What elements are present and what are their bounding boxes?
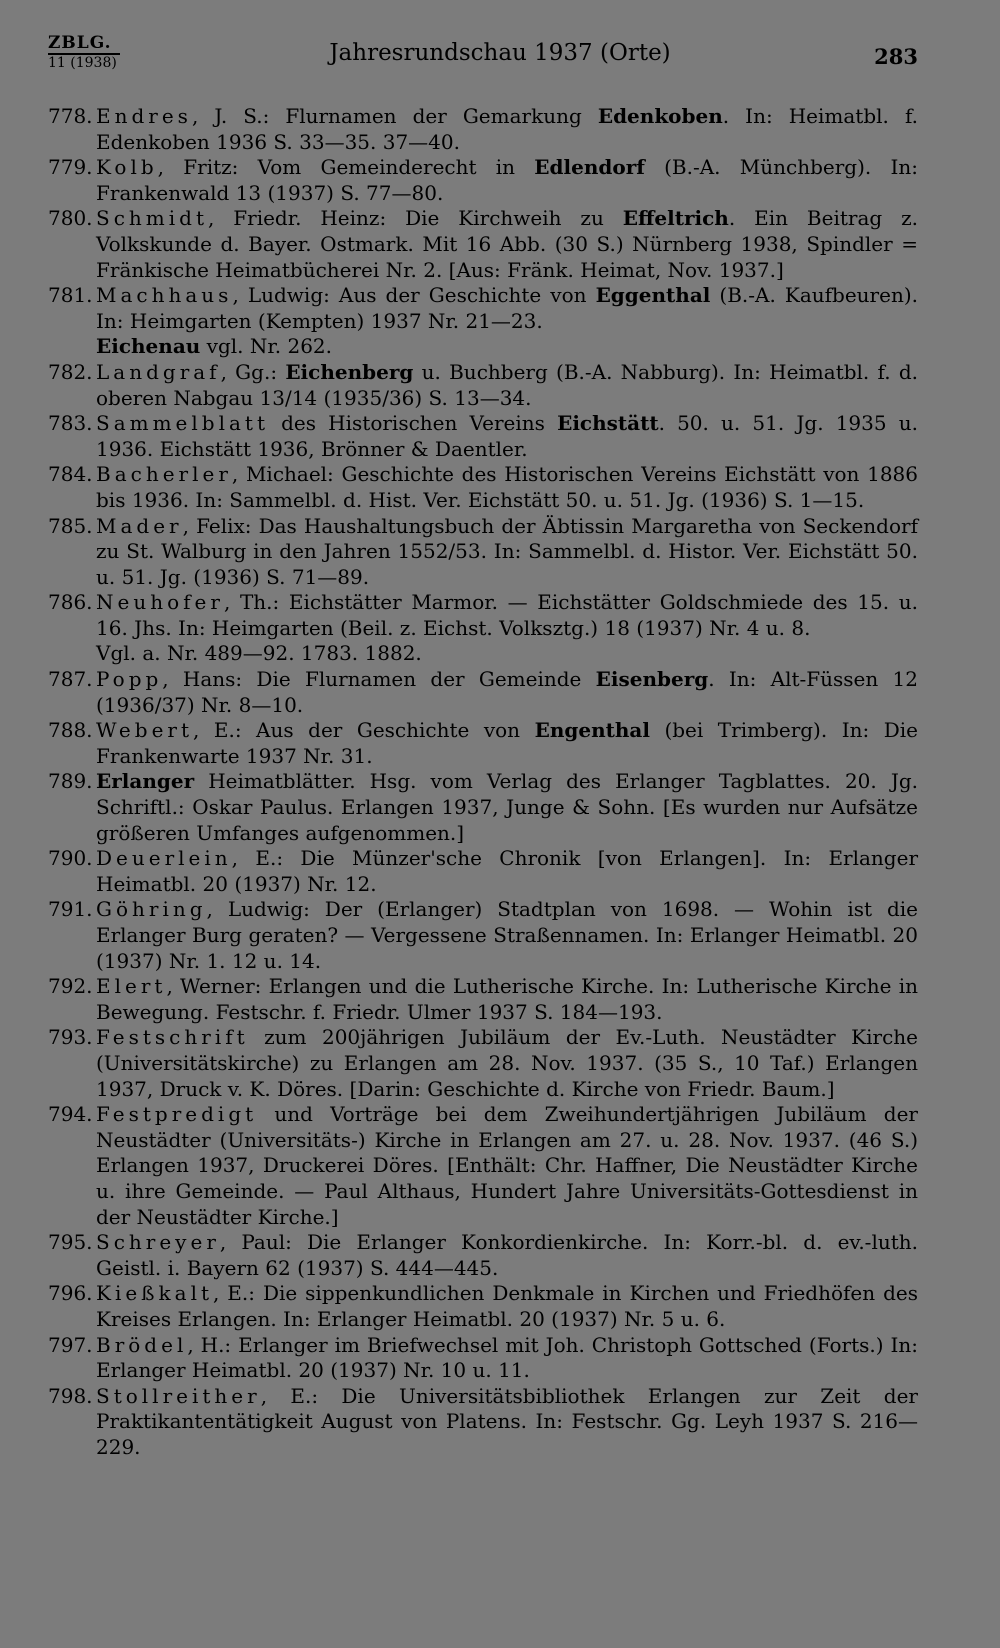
entry-author: Deuerlein	[96, 846, 232, 871]
entry-text	[96, 718, 918, 769]
entry-body: , Werner: Erlangen und die Lutherische Kirche. In: Lutherische Kirche in Bewegung. Festschr. f. Friedr. Ulmer 1937 S. 184—193.	[96, 974, 918, 1024]
bibliography-entry	[48, 769, 918, 846]
entry-body: , E.: Die Universitätsbibliothek Erlangen zur Zeit der Praktikantentätigkeit August von Platens. In: Festschr. Gg. Leyh 1937 S. 216—229.	[96, 1383, 918, 1459]
bibliography-entry	[48, 514, 918, 591]
cross-reference: Vgl. a. Nr. 489—92. 1783. 1882.	[96, 641, 422, 666]
entry-place: Effeltrich	[622, 206, 729, 231]
entry-author: Kolb	[96, 155, 158, 180]
entry-text	[96, 104, 918, 155]
bibliography-entry	[48, 1333, 918, 1384]
entry-text	[96, 897, 918, 974]
entry-author: Göhring	[96, 897, 207, 922]
bibliography-entry	[48, 360, 918, 411]
entry-number: 781.	[48, 283, 93, 308]
entry-body: , Paul: Die Erlanger Konkordienkirche. In: Korr.-bl. d. ev.-luth. Geistl. i. Bayern 62 (1937) S. 444—445.	[96, 1230, 918, 1280]
entry-number: 793.	[48, 1025, 93, 1050]
entry-place: Eichstätt	[557, 411, 659, 436]
entry-text	[96, 667, 918, 718]
entry-number: 798.	[48, 1383, 93, 1408]
entry-body: , Felix: Das Haushaltungsbuch der Äbtissin Margaretha von Seckendorf zu St. Walburg in den Jahren 1552/53. In: Sammelbl. d. Histor. Ver. Eichstätt 50. u. 51. Jg. (1936) S. 71—89.	[96, 513, 918, 589]
entry-text	[96, 155, 918, 206]
entry-author: Webert	[96, 718, 193, 743]
entry-body: , Michael: Geschichte des Historischen Vereins Eichstätt von 1886 bis 1936. In: Sammelbl. d. Hist. Ver. Eichstätt 50. u. 51. Jg. (1936) S. 1—15.	[96, 462, 918, 512]
entry-body: des Historischen Vereins	[268, 411, 558, 436]
bibliography-entry	[48, 206, 918, 283]
entry-author: Brödel	[96, 1332, 188, 1357]
entry-body: zum 200jährigen Jubiläum der Ev.-Luth. Neustädter Kirche (Universitätskirche) zu Erlangen am 28. Nov. 1937. (35 S., 10 Taf.) Erlangen 1937, Druck v. K. Döres. [Darin: Geschichte d. Kirche von Friedr. Baum.]	[96, 1025, 918, 1101]
bibliography-entry	[48, 1230, 918, 1281]
entry-text	[96, 769, 918, 846]
entry-body: , Ludwig: Der (Erlanger) Stadtplan von 1698. — Wohin ist die Erlanger Burg geraten? — Vergessene Straßennamen. In: Erlanger Heimatbl. 20 (1937) Nr. 1. 12 u. 14.	[96, 897, 918, 973]
entry-body-rest: . Ein Beitrag z. Volkskunde d. Bayer. Ostmark. Mit 16 Abb. (30 S.) Nürnberg 1938, Spindler = Fränkische Heimatbücherei Nr. 2. [Aus: Fränk. Heimat, Nov. 1937.]	[96, 206, 918, 282]
entry-author: Stollreither	[96, 1383, 261, 1408]
entry-body-rest: (bei Trimberg). In: Die Frankenwarte 1937 Nr. 31.	[96, 718, 919, 768]
page-number: 283	[874, 44, 918, 69]
entry-body: , J. S.: Flurnamen der Gemarkung	[191, 104, 598, 128]
bibliography-entry	[48, 411, 918, 462]
entry-body-rest: (B.-A. Kaufbeuren). In: Heimgarten (Kempten) 1937 Nr. 21—23.	[96, 283, 918, 333]
entry-author: Elert	[96, 974, 167, 999]
entry-body: , Ludwig: Aus der Geschichte von	[232, 283, 596, 308]
entry-author: Bacherler	[96, 462, 232, 487]
entry-text	[96, 1281, 918, 1332]
entry-body: , E.: Die sippenkundlichen Denkmale in Kirchen und Friedhöfen des Kreises Erlangen. In: Erlanger Heimatbl. 20 (1937) Nr. 5 u. 6.	[96, 1281, 918, 1331]
bibliography-list	[48, 104, 918, 1460]
entry-text	[96, 846, 918, 897]
entry-text	[96, 360, 918, 411]
entry-number: 782.	[48, 359, 93, 384]
entry-place: Edlendorf	[534, 155, 645, 180]
bibliography-entry	[48, 846, 918, 897]
entry-author: Sammelblatt	[96, 411, 269, 436]
bibliography-entry	[48, 590, 918, 667]
entry-number: 787.	[48, 667, 93, 692]
bibliography-entry	[48, 283, 918, 360]
bibliography-entry	[48, 462, 918, 513]
entry-number: 778.	[48, 104, 93, 128]
entry-place: Engenthal	[534, 718, 650, 743]
entry-text	[96, 514, 918, 591]
bibliography-entry	[48, 1281, 918, 1332]
entry-number: 788.	[48, 718, 93, 743]
entry-text	[96, 1384, 918, 1461]
entry-place: Erlanger	[96, 769, 195, 794]
entry-text	[96, 974, 918, 1025]
entry-body: , Friedr. Heinz: Die Kirchweih zu	[207, 206, 623, 231]
entry-author: Endres	[96, 104, 192, 128]
entry-author: Festpredigt	[96, 1102, 258, 1127]
bibliography-entry	[48, 897, 918, 974]
journal-abbreviation: ZBLG.	[48, 34, 120, 55]
entry-number: 783.	[48, 411, 93, 436]
entry-place: Edenkoben	[597, 104, 723, 128]
entry-number: 791.	[48, 897, 93, 922]
entry-body-rest: . 50. u. 51. Jg. 1935 u. 1936. Eichstätt 1936, Brönner & Daentler.	[96, 411, 918, 461]
entry-number: 792.	[48, 974, 93, 999]
entry-author: Machhaus	[96, 283, 233, 308]
entry-number: 784.	[48, 462, 93, 487]
bibliography-entry	[48, 1025, 918, 1102]
entry-text	[96, 206, 918, 283]
entry-number: 796.	[48, 1281, 93, 1306]
entry-author: Festschrift	[96, 1025, 249, 1050]
entry-body: , E.: Die Münzer'sche Chronik [von Erlangen]. In: Erlanger Heimatbl. 20 (1937) Nr. 12.	[96, 846, 918, 896]
bibliography-entry	[48, 155, 918, 206]
bibliography-entry	[48, 718, 918, 769]
entry-author: Kießkalt	[96, 1281, 214, 1306]
entry-number: 786.	[48, 590, 93, 615]
entry-body: , Hans: Die Flurnamen der Gemeinde	[162, 667, 596, 692]
bibliography-entry	[48, 974, 918, 1025]
entry-number: 794.	[48, 1102, 93, 1127]
entry-text	[96, 283, 918, 360]
entry-number: 785.	[48, 513, 93, 538]
entry-number: 779.	[48, 155, 93, 180]
entry-text	[96, 1230, 918, 1281]
bibliography-entry	[48, 1102, 918, 1230]
entry-author: Popp	[96, 667, 163, 692]
entry-body: , Fritz: Vom Gemeinderecht in	[157, 155, 535, 180]
entry-text	[96, 1025, 918, 1102]
running-title: Jahresrundschau 1937 (Orte)	[329, 40, 671, 66]
entry-body: , E.: Aus der Geschichte von	[193, 718, 535, 743]
entry-text	[96, 411, 918, 462]
entry-place: Eggenthal	[595, 283, 711, 308]
entry-text	[96, 590, 918, 667]
bibliography-entry	[48, 667, 918, 718]
entry-body: , H.: Erlanger im Briefwechsel mit Joh. Christoph Gottsched (Forts.) In: Erlanger Heimatbl. 20 (1937) Nr. 10 u. 11.	[96, 1332, 918, 1383]
entry-number: 790.	[48, 846, 93, 871]
entry-place: Eisenberg	[595, 667, 709, 692]
entry-number: 780.	[48, 206, 93, 231]
journal-volume: 11 (1938)	[48, 55, 117, 71]
entry-text	[96, 462, 918, 513]
bibliography-entry	[48, 104, 918, 155]
entry-body-rest: . In: Alt-Füssen 12 (1936/37) Nr. 8—10.	[96, 667, 918, 717]
entry-number: 789.	[48, 769, 93, 794]
bibliography-entry	[48, 1384, 918, 1461]
entry-body: , Th.: Eichstätter Marmor. — Eichstätter Goldschmiede des 15. u. 16. Jhs. In: Heimgarten (Beil. z. Eichst. Volksztg.) 18 (1937) Nr. 4 u. 8.	[96, 590, 918, 640]
entry-text	[96, 1333, 918, 1384]
entry-body-rest: . In: Heimatbl. f. Edenkoben 1936 S. 33—35. 37—40.	[96, 104, 918, 154]
entry-body: , Gg.:	[220, 359, 286, 384]
cross-reference-place: Eichenau	[96, 334, 201, 359]
entry-number: 795.	[48, 1230, 93, 1255]
entry-number: 797.	[48, 1332, 93, 1357]
entry-body-rest: Heimatblätter. Hsg. vom Verlag des Erlanger Tagblattes. 20. Jg. Schriftl.: Oskar Paulus. Erlangen 1937, Junge & Sohn. [Es wurden nur Aufsätze größeren Umfanges aufgenommen.]	[96, 769, 918, 845]
cross-reference	[96, 334, 918, 360]
entry-author: Schreyer	[96, 1230, 220, 1255]
entry-body-rest: (B.-A. Münchberg). In: Frankenwald 13 (1937) S. 77—80.	[96, 155, 918, 205]
cross-reference-text: vgl. Nr. 262.	[200, 334, 333, 359]
entry-body-rest: u. Buchberg (B.-A. Nabburg). In: Heimatbl. f. d. oberen Nabgau 13/14 (1935/36) S. 13—34.	[96, 359, 918, 410]
entry-place: Eichenberg	[285, 359, 414, 384]
entry-author: Schmidt	[96, 206, 208, 231]
entry-author: Neuhofer	[96, 590, 224, 615]
entry-author: Mader	[96, 513, 183, 538]
entry-body: und Vorträge bei dem Zweihundertjährigen Jubiläum der Neustädter (Universitäts-) Kirche in Erlangen am 27. u. 28. Nov. 1937. (46 S.) Erlangen 1937, Druckerei Döres. [Enthält: Chr. Haffner, Die Neustädter Kirche u. ihre Gemeinde. — Paul Althaus, Hundert Jahre Universitäts-Gottesdienst in der Neustädter Kirche.]	[96, 1102, 918, 1229]
entry-text	[96, 1102, 918, 1230]
entry-author: Landgraf	[96, 359, 221, 384]
